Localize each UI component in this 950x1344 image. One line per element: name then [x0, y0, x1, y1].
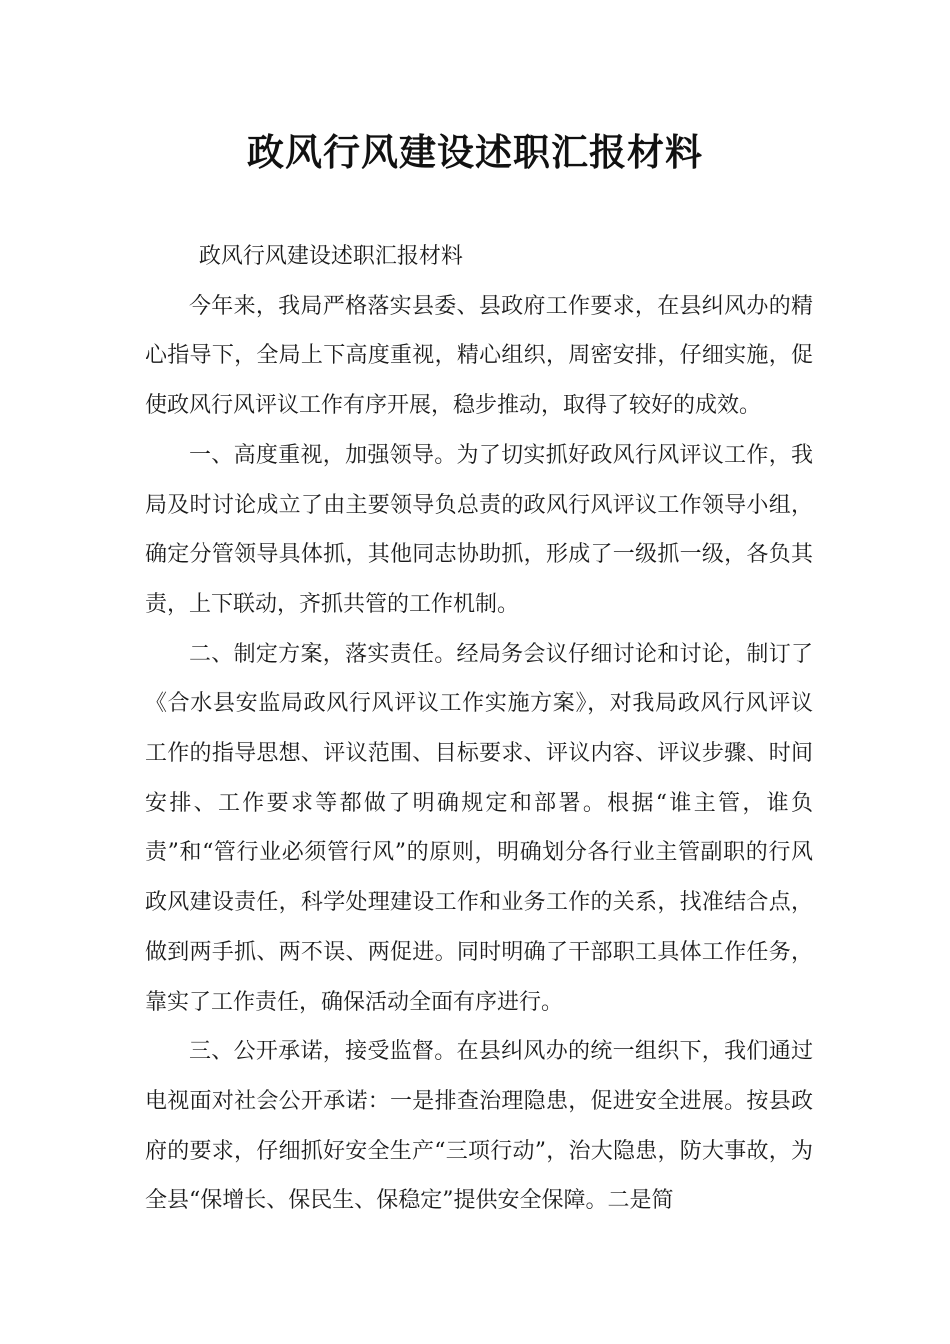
- paragraph-section-3: 三、公开承诺，接受监督。在县纠风办的统一组织下，我们通过电视面对社会公开承诺：一是排查治理隐患，促进安全进展。按县政府的要求，仔细抓好安全生产“三项行动”，治大隐患，防大事故，为全县“保增长、保民生、保稳定”提供安全保障。二是简: [145, 1039, 813, 1214]
- document-title: 政风行风建设述职汇报材料: [247, 131, 703, 174]
- document-body: [145, 232, 813, 1226]
- paragraph-intro: 今年来，我局严格落实县委、县政府工作要求，在县纠风办的精心指导下，全局上下高度重视，精心组织，周密安排，仔细实施，促使政风行风评议工作有序开展，稳步推动，取得了较好的成效。: [145, 293, 813, 419]
- paragraph-section-1: 一、高度重视，加强领导。为了切实抓好政风行风评议工作，我局及时讨论成立了由主要领导负总责的政风行风评议工作领导小组，确定分管领导具体抓，其他同志协助抓，形成了一级抓一级，各负其责，上下联动，齐抓共管的工作机制。: [145, 442, 813, 617]
- paragraph-subtitle: 政风行风建设述职汇报材料: [198, 244, 463, 269]
- paragraph-section-2: 二、制定方案，落实责任。经局务会议仔细讨论和讨论，制订了《合水县安监局政风行风评议工作实施方案》，对我局政风行风评议工作的指导思想、评议范围、目标要求、评议内容、评议步骤、时间安排、工作要求等都做了明确规定和部署。根据“谁主管，谁负责”和“管行业必须管行风”的原则，明确划分各行业主管副职的行风政风建设责任，科学处理建设工作和业务工作的关系，找准结合点，做到两手抓、两不误、两促进。同时明确了干部职工具体工作任务，靠实了工作责任，确保活动全面有序进行。: [145, 641, 813, 1015]
